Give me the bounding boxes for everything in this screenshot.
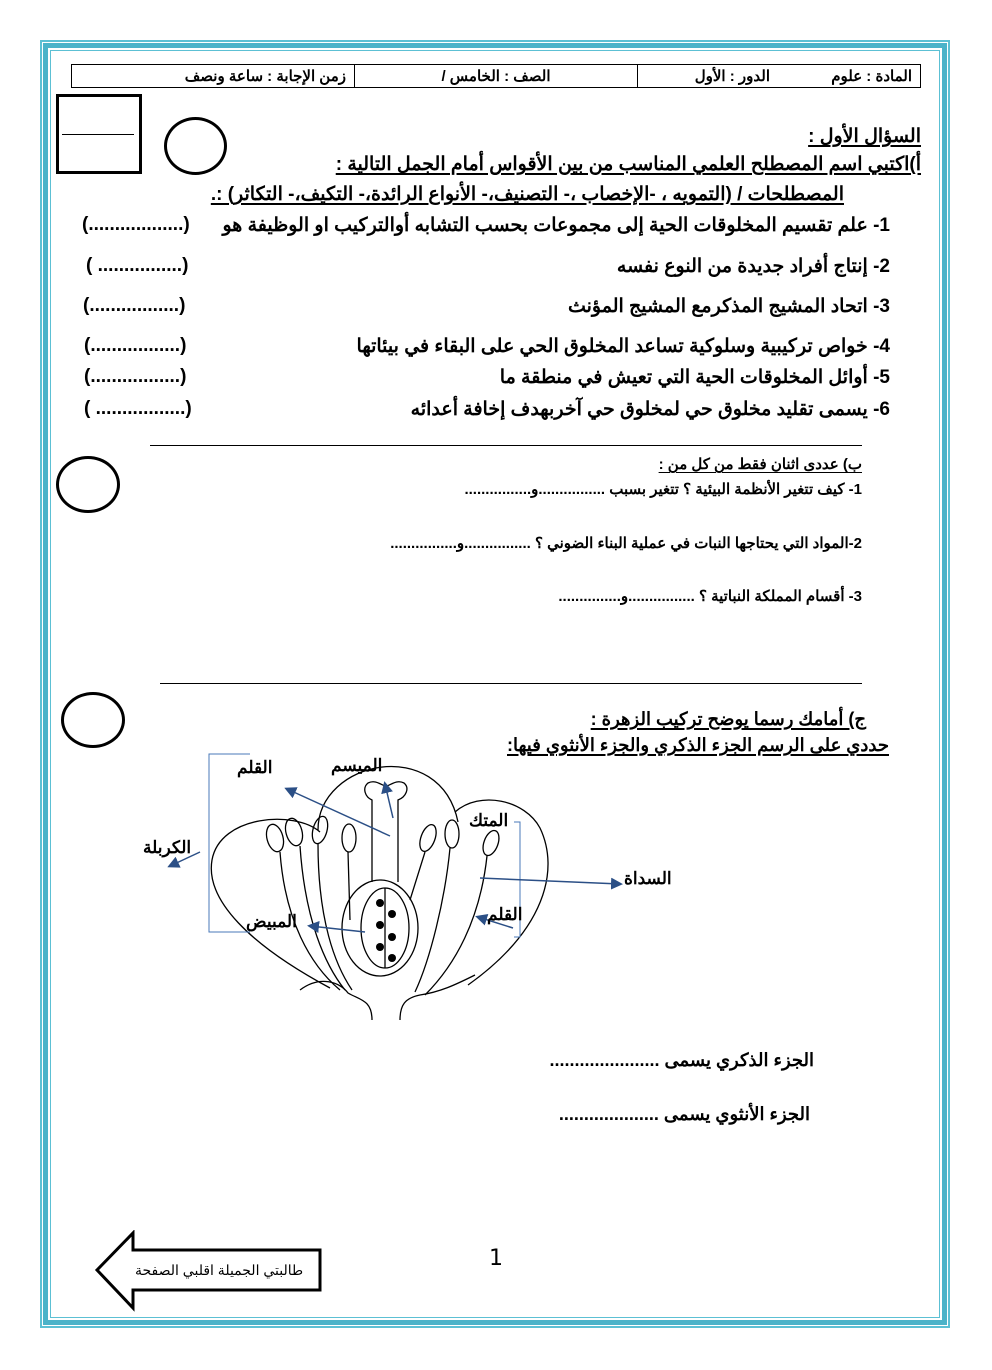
label-arrows (170, 754, 620, 937)
label-stigma: الميسم (331, 756, 383, 775)
flower-outline (211, 766, 548, 1020)
anther (310, 815, 331, 846)
part-a-instruction: أ)اكتبي اسم المصطلح العلمي المناسب من بين الأقواس أمام الجمل التالية : (335, 154, 921, 175)
label-stamen: السداة (624, 869, 672, 888)
anther (480, 828, 502, 857)
part-b-instruction: ب) عددى اثنان فقط من كل من : (658, 456, 862, 473)
question1-title: السؤال الأول : (808, 126, 921, 147)
item-number: 6- (873, 399, 890, 420)
grade: الصف : الخامس / (441, 68, 551, 85)
duration: زمن الإجابة : ساعة ونصف (184, 68, 346, 85)
answer-blank[interactable]: (.................) (83, 295, 186, 316)
answer-blank[interactable]: ( ................) (86, 255, 189, 276)
list-item: 2-المواد التي يحتاجها النبات في عملية البناء الضوني ؟ ................و................ (390, 535, 862, 552)
subject: المادة : علوم (831, 68, 912, 85)
item-text: إنتاج أفراد جديدة من النوع نفسه (616, 256, 868, 277)
ovules (376, 899, 396, 962)
female-part-answer[interactable]: الجزء الأنثوي يسمى .................... (558, 1104, 810, 1124)
item-text: أوائل المخلوقات الحية التي تعيش في منطقة ما (499, 367, 868, 388)
label-anther: المتك (469, 811, 509, 830)
item-text: خواص تركيبية وسلوكية تساعد المخلوق الحي على البقاء في بيئاتها (356, 336, 868, 357)
item-text: علم تقسيم المخلوقات الحية إلى مجموعات بحسب التشابه أوالتركيب او الوظيفة هو (222, 215, 868, 236)
list-item: 1- كيف تتغير الأنظمة البيئية ؟ تتغير بسبب ................و................ (464, 481, 862, 498)
item-text: اتحاد المشيج المذكرمع المشيج المؤنث (567, 296, 868, 317)
answer-blank[interactable]: (.................) (84, 335, 187, 356)
part-c-instruction: حددي على الرسم الجزء الذكري والجزء الأنثوي فيها: (507, 735, 889, 755)
answer-blank[interactable]: (.................) (84, 366, 187, 387)
terms-list: المصطلحات / (التمويه ، -الإخصاب ،- التصنيف،- الأنواع الرائدة،- التكيف،- التكاثر) :. (210, 184, 844, 205)
list-item: 3- أقسام المملكة النباتية ؟ ................و............... (558, 588, 862, 605)
turn-page-note: طالبتي الجميلة اقلبي الصفحة (135, 1262, 304, 1278)
page-number: 1 (489, 1246, 503, 1271)
male-part-answer[interactable]: الجزء الذكري يسمى ...................... (549, 1050, 814, 1070)
answer-blank[interactable]: (..................) (82, 214, 190, 235)
style-and-stigma (365, 782, 407, 882)
item-number: 2- (873, 256, 890, 277)
carpel-bracket (209, 754, 250, 932)
anther (264, 822, 287, 853)
item-number: 1- (873, 215, 890, 236)
part-c-title: ج) أمامك رسما يوضح تركيب الزهرة : (590, 709, 866, 729)
anther (445, 820, 459, 848)
label-style-left: القلم (237, 758, 273, 777)
label-carpel: الكربلة (143, 838, 192, 857)
petal-left (211, 819, 330, 988)
item-number: 3- (873, 296, 890, 317)
item-number: 5- (873, 367, 890, 388)
label-style-right: القلم (487, 905, 523, 924)
item-number: 4- (873, 336, 890, 357)
anther (342, 824, 356, 852)
label-ovary: المبيض (246, 912, 297, 931)
term: الدور : الأول (694, 68, 770, 85)
anther (417, 822, 440, 853)
answer-blank[interactable]: ( .................) (84, 398, 192, 419)
item-text: يسمى تقليد مخلوق حي لمخلوق حي آخربهدف إخافة أعدائه (410, 399, 868, 420)
